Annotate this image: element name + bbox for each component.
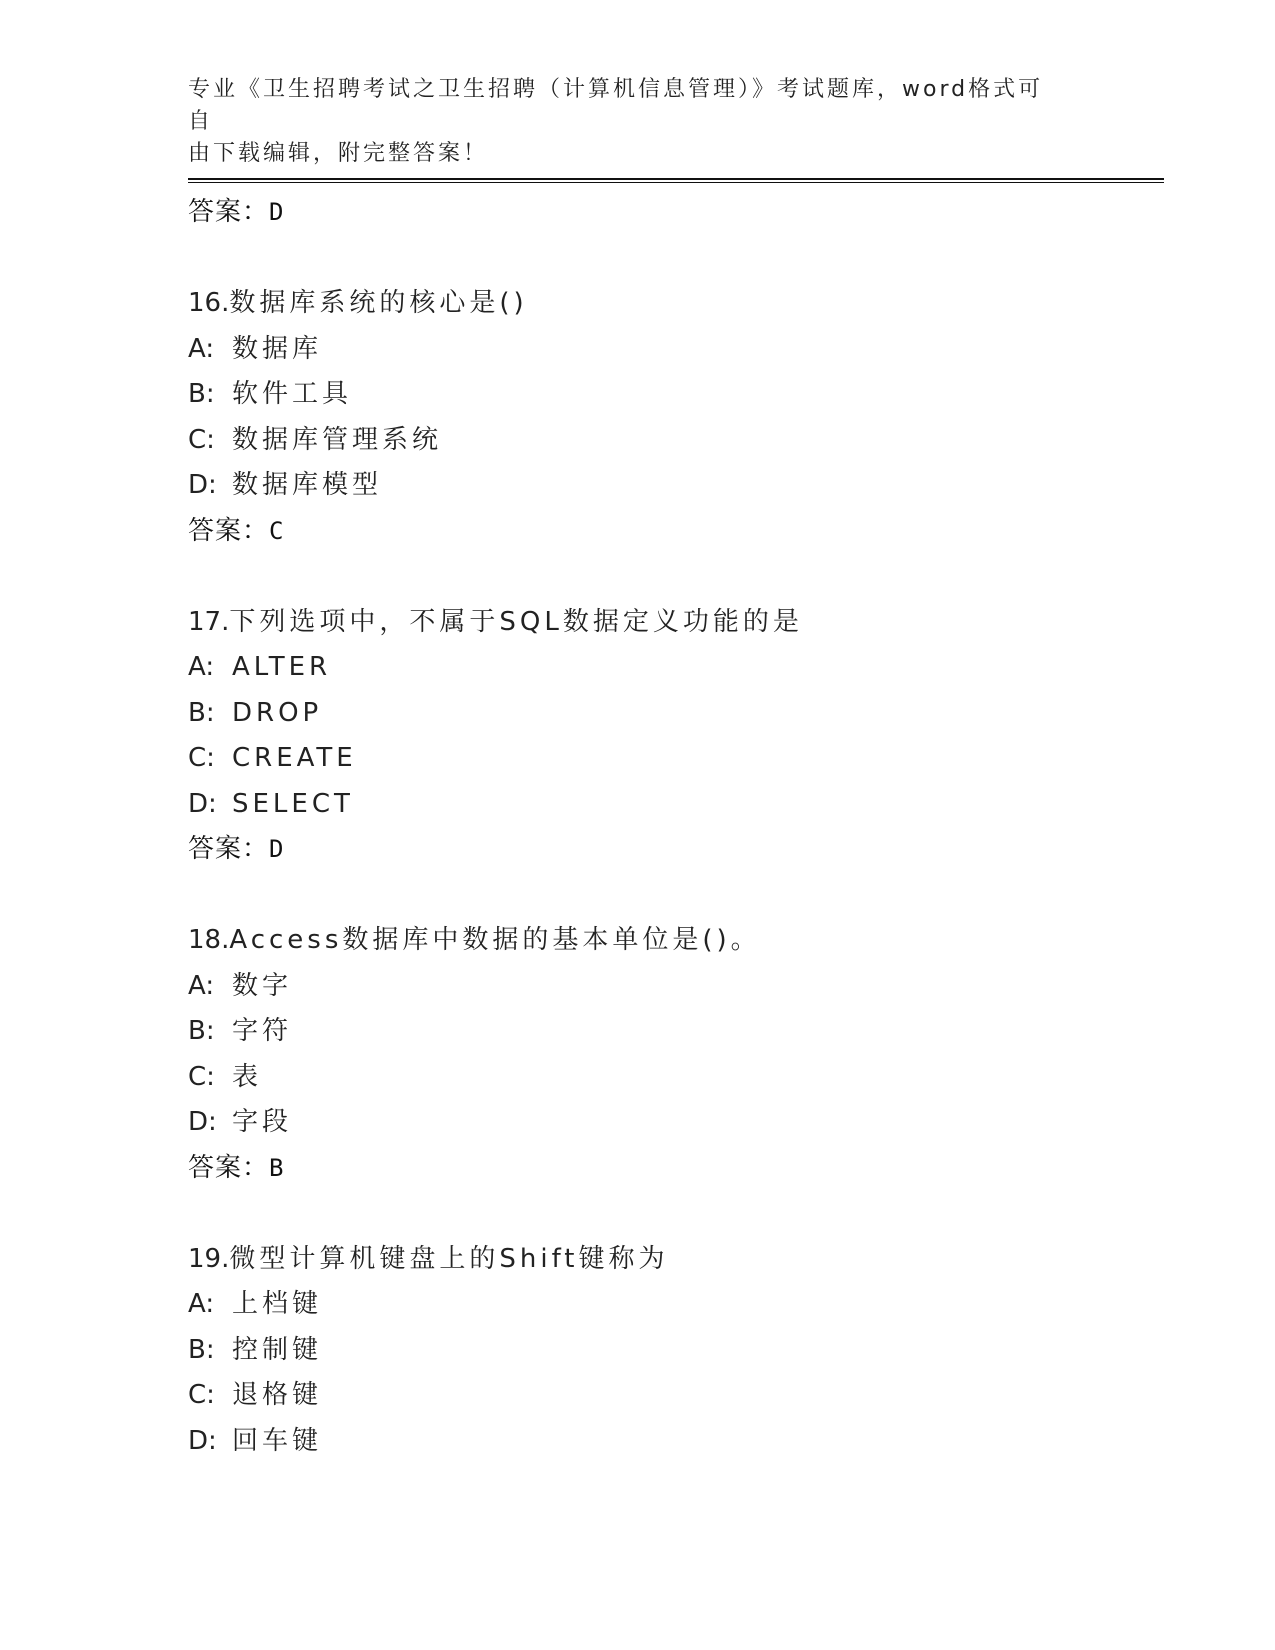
- option-letter: D:: [188, 788, 217, 819]
- question-list: [188, 190, 1164, 1464]
- answer-label: 答案：: [188, 1152, 270, 1183]
- answer-value: D: [269, 198, 285, 226]
- question-title: [188, 918, 1164, 964]
- option-text: 字段: [232, 1107, 293, 1137]
- question-text: Access数据库中数据的基本单位是()。: [229, 925, 761, 955]
- option-item: [188, 1009, 1164, 1055]
- option-letter: C:: [188, 1061, 215, 1092]
- question-title: [188, 1237, 1164, 1283]
- question-text: 微型计算机键盘上的Shift键称为: [229, 1243, 669, 1274]
- option-item: [188, 736, 1164, 782]
- answer-label: 答案：: [188, 834, 270, 864]
- option-letter: A:: [188, 333, 215, 364]
- option-item: [188, 1055, 1164, 1101]
- question-number: 16.: [188, 288, 230, 318]
- option-item: [188, 1419, 1164, 1465]
- question-title: [188, 600, 1164, 646]
- option-item: [188, 1373, 1164, 1419]
- answer-value: B: [269, 1153, 285, 1182]
- option-item: [188, 418, 1164, 464]
- option-letter: C:: [188, 424, 215, 455]
- option-text: 数据库: [232, 333, 323, 364]
- option-item: [188, 691, 1164, 737]
- option-text: 上档键: [232, 1289, 323, 1319]
- option-item: [188, 1100, 1164, 1146]
- option-item: [188, 463, 1164, 509]
- option-item: [188, 327, 1164, 373]
- header-divider: [188, 178, 1164, 183]
- option-text: 回车键: [232, 1425, 323, 1456]
- option-letter: D:: [188, 470, 217, 500]
- option-item: [188, 645, 1164, 691]
- option-text: 数据库管理系统: [232, 424, 443, 455]
- option-letter: A:: [188, 970, 215, 1001]
- option-text: 数字: [232, 970, 293, 1001]
- option-item: [188, 782, 1164, 828]
- answer-value: C: [269, 516, 285, 545]
- option-text: CREATE: [232, 743, 357, 773]
- option-text: 字符: [232, 1016, 293, 1046]
- question-text: 数据库系统的核心是(): [229, 288, 528, 318]
- answer-line: [188, 509, 1164, 553]
- question-text: 下列选项中，不属于SQL数据定义功能的是: [229, 606, 803, 637]
- answer-line: [188, 1146, 1164, 1190]
- option-letter: C:: [188, 743, 215, 773]
- option-text: ALTER: [232, 652, 332, 682]
- option-text: DROP: [232, 697, 323, 728]
- document-header: [188, 74, 1068, 170]
- option-letter: B:: [188, 697, 215, 728]
- question-title: [188, 281, 1164, 327]
- option-letter: D:: [188, 1107, 217, 1137]
- option-text: 退格键: [232, 1380, 323, 1410]
- option-item: [188, 964, 1164, 1010]
- header-line-2: 由下载编辑，附完整答案！: [188, 141, 489, 166]
- answer-label: 答案：: [188, 197, 270, 227]
- option-text: 表: [232, 1061, 263, 1092]
- option-text: SELECT: [232, 788, 354, 819]
- question-number: 19.: [188, 1243, 230, 1274]
- option-letter: A:: [188, 1289, 215, 1319]
- question-number: 17.: [188, 606, 230, 637]
- option-letter: A:: [188, 652, 215, 682]
- answer-line: [188, 827, 1164, 871]
- option-letter: C:: [188, 1380, 215, 1410]
- option-text: 数据库模型: [232, 470, 383, 500]
- answer-line: [188, 190, 1164, 234]
- header-line-1: 专业《卫生招聘考试之卫生招聘（计算机信息管理）》考试题库，word格式可自: [188, 77, 1044, 134]
- option-item: [188, 372, 1164, 418]
- answer-value: D: [269, 835, 285, 863]
- question-number: 18.: [188, 925, 230, 955]
- option-letter: D:: [188, 1425, 217, 1456]
- answer-label: 答案：: [188, 515, 270, 546]
- option-letter: B:: [188, 1016, 215, 1046]
- option-letter: B:: [188, 379, 215, 409]
- option-text: 控制键: [232, 1334, 323, 1365]
- option-text: 软件工具: [232, 379, 353, 409]
- option-item: [188, 1282, 1164, 1328]
- option-item: [188, 1328, 1164, 1374]
- option-letter: B:: [188, 1334, 215, 1365]
